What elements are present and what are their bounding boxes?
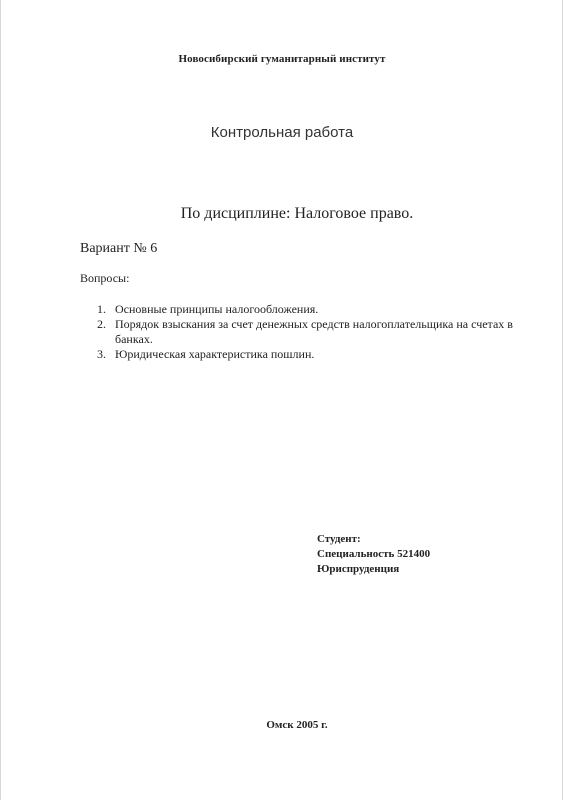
- questions-label: Вопросы:: [80, 271, 130, 285]
- question-text: Порядок взыскания за счет денежных средств налогоплательщика на счетах в банках.: [115, 317, 513, 346]
- question-number: 3.: [97, 347, 106, 361]
- city-and-year: Омск 2005 г.: [266, 719, 328, 731]
- student-info: [317, 532, 430, 577]
- question-text: Юридическая характеристика пошлин.: [115, 347, 315, 361]
- question-number: 1.: [97, 302, 106, 316]
- question-text: Основные принципы налогообложения.: [115, 302, 319, 316]
- student-field: Юриспруденция: [317, 563, 400, 575]
- page-border-right: [562, 0, 563, 800]
- question-item: [97, 317, 517, 347]
- page-border-left: [0, 0, 1, 800]
- question-number: 2.: [97, 317, 106, 331]
- questions-list: [97, 302, 517, 362]
- question-item: [97, 302, 517, 317]
- student-specialty: Специальность 521400: [317, 548, 431, 560]
- document-title: Контрольная работа: [210, 124, 354, 141]
- question-item: [97, 347, 517, 362]
- student-label: Студент:: [317, 533, 361, 545]
- variant-number: Вариант № 6: [80, 241, 158, 256]
- discipline-line: По дисциплине: Налоговое право.: [180, 205, 414, 222]
- institute-name: Новосибирский гуманитарный институт: [178, 53, 386, 65]
